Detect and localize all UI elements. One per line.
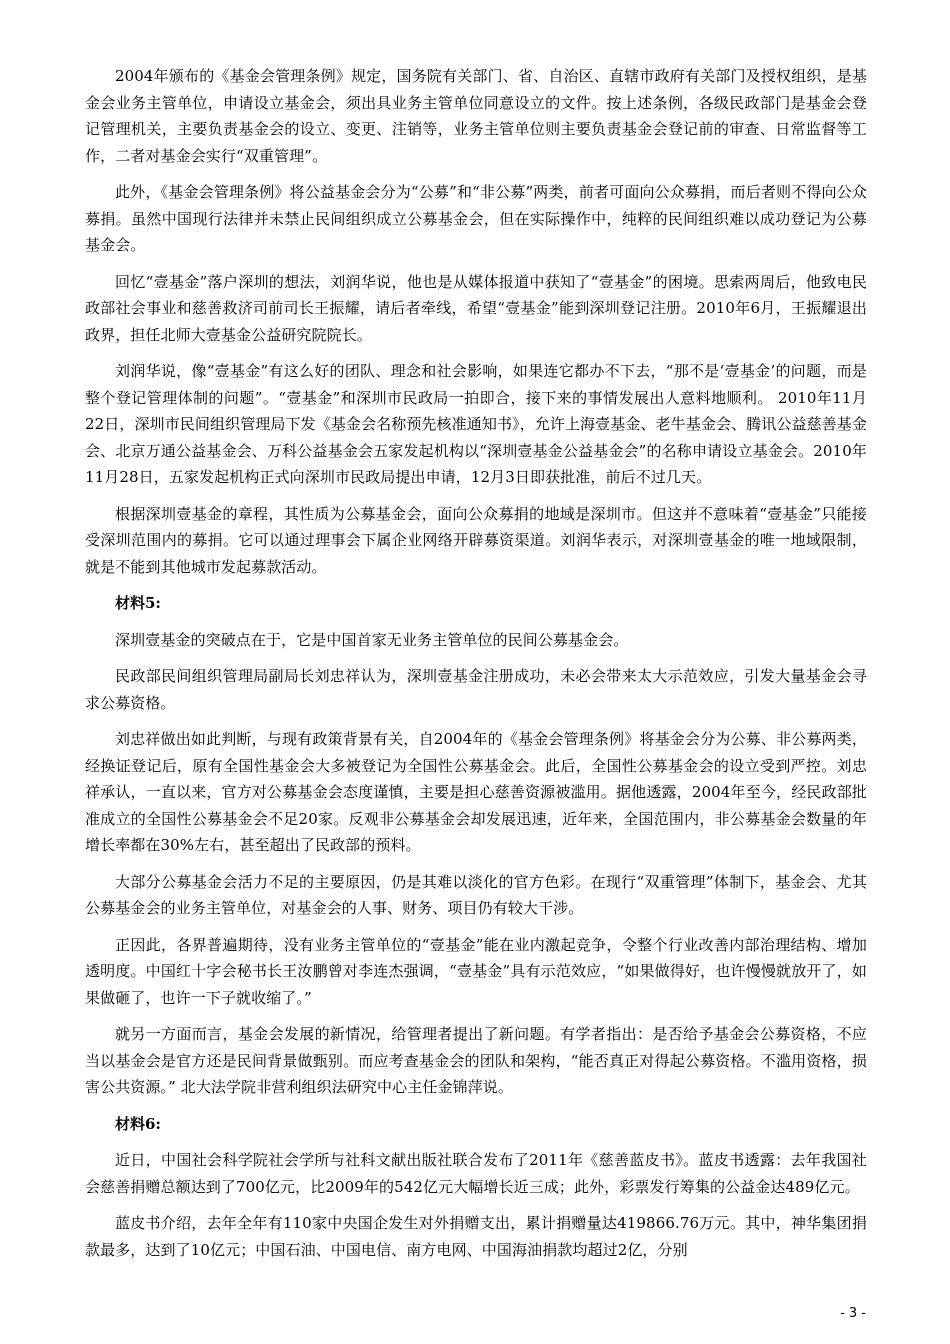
paragraph-m6-soe-donations: 蓝皮书介绍，去年全年有110家中央国企发生对外捐赠支出，累计捐赠量达419866.76万元。其中，神华集团捐款最多，达到了10亿元；中国石油、中国电信、南方电网、中国海油捐款均超过2亿，分别 bbox=[85, 1214, 867, 1259]
paragraph-m5-policy-background: 刘忠祥做出如此判断，与现有政策背景有关，自2004年的《基金会管理条例》将基金会分为公募、非公募两类，经换证登记后，原有全国性基金会大多被登记为全国性公募基金会。此后，全国性公募基金会的设立受到严控。刘忠祥承认，一直以来，官方对公募基金会态度谨慎，主要是担心慈善资源被滥用。据他透露，2004年至今，经民政部批准成立的全国性公募基金会不足20家。反观非公募基金会却发展迅速，近年来，全国范围内，非公募基金会数量的年增长率都在30%左右，甚至超出了民政部的预料。 bbox=[85, 730, 867, 854]
paragraph-shenzhen-recollection: 回忆“壹基金”落户深圳的想法，刘润华说，他也是从媒体报道中获知了“壹基金”的困境。思索两周后，他致电民政部社会事业和慈善救济司前司长王振耀，请后者牵线，希望“壹基金”能到深圳登记注册。2010年6月，王振耀退出政界，担任北师大壹基金公益研究院院长。 bbox=[85, 272, 867, 344]
paragraph-charter: 根据深圳壹基金的章程，其性质为公募基金会，面向公众募捐的地域是深圳市。但这并不意味着“壹基金”只能接受深圳范围内的募捐。它可以通过理事会下属企业网络开辟募资渠道。刘润华表示，对深圳壹基金的唯一地域限制，就是不能到其他城市发起募款活动。 bbox=[85, 504, 867, 576]
paragraph-regulation: 2004年颁布的《基金会管理条例》规定，国务院有关部门、省、自治区、直辖市政府有关部门及授权组织，是基金会业务主管单位，申请设立基金会，须出具业务主管单位同意设立的文件。按上述条例，各级民政部门是基金会登记管理机关，主要负责基金会的设立、变更、注销等，业务主管单位则主要负责基金会登记前的审查、日常监督等工作，二者对基金会实行“双重管理”。 bbox=[85, 67, 867, 165]
paragraph-m5-breakthrough: 深圳壹基金的突破点在于，它是中国首家无业务主管单位的民间公募基金会。 bbox=[115, 630, 629, 649]
page-number: - 3 - bbox=[840, 1306, 866, 1321]
heading-material-5: 材料5: bbox=[115, 594, 161, 612]
paragraph-public-fundraising: 此外，《基金会管理条例》将公益基金会分为“公募”和“非公募”两类，前者可面向公众募捐，而后者则不得向公众募捐。虽然中国现行法律并未禁止民间组织成立公募基金会，但在实际操作中，纯粹的民间组织难以成功登记为公募基金会。 bbox=[85, 183, 867, 254]
paragraph-m5-new-issues: 就另一方面而言，基金会发展的新情况，给管理者提出了新问题。有学者指出：是否给予基金会公募资格，不应当以基金会是官方还是民间背景做甄别。而应考查基金会的团队和架构，“能否真正对得起公募资格。不滥用资格，损害公共资源。” 北大法学院非营利组织法研究中心主任金锦萍说。 bbox=[85, 1025, 867, 1096]
paragraph-m5-expectation: 正因此，各界普遍期待，没有业务主管单位的“壹基金”能在业内激起竞争，令整个行业改善内部治理结构、增加透明度。中国红十字会秘书长王汝鹏曾对李连杰强调，“壹基金”具有示范效应，“如果做得好，也许慢慢就放开了，如果做砸了，也许一下子就收缩了。” bbox=[85, 935, 867, 1007]
paragraph-registration-process: 刘润华说，像“壹基金”有这么好的团队、理念和社会影响，如果连它都办不下去，“那不是‘壹基金’的问题，而是整个登记管理体制的问题”。“壹基金”和深圳市民政局一拍即合，接下来的事情发展出人意料地顺利。 2010年11月22日，深圳市民间组织管理局下发《基金会名称预先核准通知书》，允许上海壹基金、老牛基金会、腾讯公益慈善基金会、北京万通公益基金会、万科公益基金会五家发起机构以“深圳壹基金公益基金会”的名称申请设立基金会。2010年 11月28日，五家发起机构正式向深圳市民政局提出申请，12月3日即获批准，前后不过几天。 bbox=[85, 362, 867, 486]
paragraph-m5-official-color: 大部分公募基金会活力不足的主要原因，仍是其难以淡化的官方色彩。在现行“双重管理”体制下，基金会、尤其公募基金会的业务主管单位，对基金会的人事、财务、项目仍有较大干涉。 bbox=[85, 872, 867, 917]
heading-material-6: 材料6: bbox=[115, 1114, 161, 1133]
paragraph-m6-blue-book: 近日，中国社会科学院社会学所与社科文献出版社联合发布了2011年《慈善蓝皮书》。蓝皮书透露：去年我国社会慈善捐赠总额达到了700亿元，比2009年的542亿元大幅增长近三成；此外，彩票发行筹集的公益金达489亿元。 bbox=[85, 1151, 867, 1196]
paragraph-m5-liu-opinion: 民政部民间组织管理局副局长刘忠祥认为，深圳壹基金注册成功，未必会带来太大示范效应，引发大量基金会寻求公募资格。 bbox=[85, 667, 867, 712]
document-body bbox=[85, 63, 867, 1273]
